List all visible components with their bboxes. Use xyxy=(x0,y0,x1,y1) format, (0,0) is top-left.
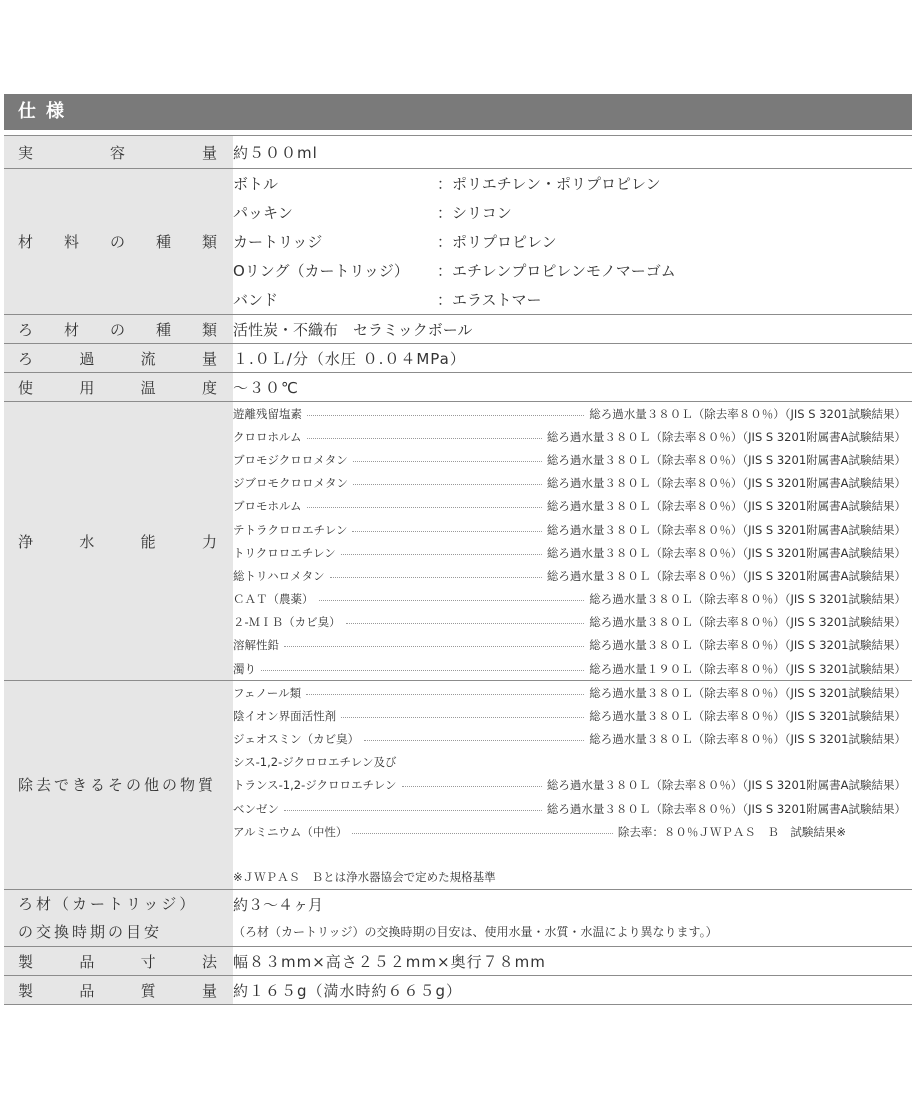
benzene-value: 総ろ過水量３８０Ｌ（除去率８０％）（JIS S 3201附属書A試験結果） xyxy=(546,801,906,816)
materials-value xyxy=(233,169,912,315)
leader-dots xyxy=(284,645,584,647)
label-char: 材 xyxy=(63,320,79,339)
capability-line xyxy=(233,448,906,471)
leader-dots xyxy=(307,437,542,439)
row-label-text xyxy=(4,951,233,972)
label-char: ろ xyxy=(18,349,34,368)
aluminium-value: 除去率：８０％ＪＷＰＡＳ Ｂ 試験結果※ xyxy=(617,824,846,839)
material-name: カートリッジ xyxy=(233,233,323,251)
substance-name: 濁り xyxy=(233,661,256,676)
leader-dots xyxy=(306,693,584,695)
capability-line xyxy=(233,402,906,425)
row-label-text xyxy=(4,231,233,252)
material-value: ：ポリエチレン・ポリプロピレン xyxy=(437,175,661,193)
leader-dots xyxy=(261,669,584,671)
substance-name: 陰イオン界面活性剤 xyxy=(233,709,337,724)
label-char: 製 xyxy=(18,952,34,971)
label-char: 量 xyxy=(201,349,217,368)
filter-material-label xyxy=(4,315,233,344)
capability-line xyxy=(233,541,906,564)
dimensions-row xyxy=(4,947,912,976)
material-item xyxy=(233,256,912,285)
material-name: ボトル xyxy=(233,175,279,193)
spec-table xyxy=(4,135,912,1005)
substance-result: 総ろ過水量３８０Ｌ（除去率８０％）（JIS S 3201試験結果） xyxy=(589,685,906,700)
label-char: 流 xyxy=(140,349,156,368)
label-char: 類 xyxy=(201,320,217,339)
label-char: 容 xyxy=(109,143,125,162)
material-value: ：ポリプロピレン xyxy=(437,233,557,251)
capability-line xyxy=(233,681,906,704)
capacity-row xyxy=(4,136,912,169)
substance-result: 総ろ過水量３８０Ｌ（除去率８０％）（JIS S 3201附属書A試験結果） xyxy=(546,522,906,537)
dimensions-value: 幅８３mm×高さ２５２mm×奥行７８mm xyxy=(233,947,912,976)
other-list xyxy=(233,681,906,751)
label-char: 温 xyxy=(140,378,156,397)
substance-result: 総ろ過水量３８０Ｌ（除去率８０％）（JIS S 3201附属書A試験結果） xyxy=(546,568,906,583)
cis-name: トランス-1,2-ジクロロエチレン xyxy=(233,778,397,793)
capability-line xyxy=(233,657,906,680)
label-char: ろ xyxy=(18,320,34,339)
materials-list xyxy=(233,169,912,314)
label-char: 種 xyxy=(155,320,171,339)
leader-dots xyxy=(284,809,542,811)
substance-result: 総ろ過水量３８０Ｌ（除去率８０％）（JIS S 3201附属書A試験結果） xyxy=(546,499,906,514)
purification-label xyxy=(4,402,233,681)
material-item xyxy=(233,285,912,314)
leader-dots xyxy=(341,553,542,555)
label-char: 浄 xyxy=(18,532,34,551)
label-char: の xyxy=(109,233,125,251)
leader-dots xyxy=(341,716,584,718)
replacement-value xyxy=(233,890,912,947)
leader-dots xyxy=(352,832,612,834)
purification-value xyxy=(233,402,912,681)
leader-dots xyxy=(353,483,542,485)
material-name: バンド xyxy=(233,291,279,309)
replacement-label xyxy=(4,890,233,947)
label-char: 料 xyxy=(63,233,79,251)
replacement-label-line2: の交換時期の目安 xyxy=(18,923,163,942)
replacement-period: 約３～４ヶ月 xyxy=(233,896,324,915)
substance-result: 総ろ過水量３８０Ｌ（除去率８０％）（JIS S 3201試験結果） xyxy=(589,732,906,747)
label-char: 品 xyxy=(79,981,95,1000)
leader-dots xyxy=(364,739,584,741)
substance-result: 総ろ過水量３８０Ｌ（除去率８０％）（JIS S 3201附属書A試験結果） xyxy=(546,476,906,491)
flow-value: １.０Ｌ/分（水圧 ０.０４MPa） xyxy=(233,344,912,373)
substance-result: 総ろ過水量１９０Ｌ（除去率８０％）（JIS S 3201試験結果） xyxy=(589,661,906,676)
label-char: 製 xyxy=(18,981,34,1000)
temperature-value: ～３０℃ xyxy=(233,373,912,402)
material-value: ：シリコン xyxy=(437,204,512,222)
substance-name: ジブロモクロロメタン xyxy=(233,476,348,491)
cis-line2 xyxy=(233,774,906,797)
filter-material-row xyxy=(4,315,912,344)
capability-line xyxy=(233,634,906,657)
weight-label xyxy=(4,976,233,1005)
material-item xyxy=(233,227,912,256)
leader-dots xyxy=(307,506,542,508)
label-char: 能 xyxy=(140,532,156,551)
substance-name: トリクロロエチレン xyxy=(233,545,336,560)
purification-row xyxy=(4,402,912,681)
capability-line xyxy=(233,728,906,751)
material-item xyxy=(233,198,912,227)
substance-name: ブロモホルム xyxy=(233,499,302,514)
dimensions-label xyxy=(4,947,233,976)
label-char: 寸 xyxy=(140,952,156,971)
temperature-row xyxy=(4,373,912,402)
leader-dots xyxy=(319,599,585,601)
spacer xyxy=(233,843,906,866)
label-char: 材 xyxy=(18,233,34,251)
replacement-label-line1: ろ材（カートリッジ） xyxy=(18,895,198,914)
substance-result: 総ろ過水量３８０Ｌ（除去率８０％）（JIS S 3201附属書A試験結果） xyxy=(546,545,906,560)
row-label-text xyxy=(4,531,233,552)
materials-row xyxy=(4,169,912,315)
material-name: パッキン xyxy=(233,204,293,222)
material-name: Oリング（カートリッジ） xyxy=(233,262,409,280)
substance-name: テトラクロロエチレン xyxy=(233,522,348,537)
label-char: 質 xyxy=(140,981,156,1000)
label-char: 量 xyxy=(201,143,217,162)
capability-line xyxy=(233,495,906,518)
label-char: 種 xyxy=(155,233,171,251)
label-char: 用 xyxy=(79,378,95,397)
purification-list xyxy=(233,402,906,680)
temperature-label xyxy=(4,373,233,402)
spec-header: 仕様 xyxy=(4,94,912,130)
label-char: 量 xyxy=(201,981,217,1000)
substance-name: フェノール類 xyxy=(233,685,302,700)
weight-value: 約１６５g（満水時約６６５g） xyxy=(233,976,912,1005)
aluminium-line xyxy=(233,820,906,843)
capability-line xyxy=(233,588,906,611)
substance-name: 総トリハロメタン xyxy=(233,568,325,583)
flow-label xyxy=(4,344,233,373)
substance-result: 総ろ過水量３８０Ｌ（除去率８０％）（JIS S 3201試験結果） xyxy=(589,592,906,607)
substance-name: 遊離残留塩素 xyxy=(233,406,302,421)
substance-result: 総ろ過水量３８０Ｌ（除去率８０％）（JIS S 3201附属書A試験結果） xyxy=(546,452,906,467)
leader-dots xyxy=(353,460,542,462)
label-char: 使 xyxy=(18,378,34,397)
substance-name: ＣＡＴ（農薬） xyxy=(233,592,314,607)
row-label-text xyxy=(4,319,233,340)
row-label-text xyxy=(4,980,233,1001)
substance-result: 総ろ過水量３８０Ｌ（除去率８０％）（JIS S 3201試験結果） xyxy=(589,406,906,421)
label-char: 実 xyxy=(18,143,34,162)
substance-result: 総ろ過水量３８０Ｌ（除去率８０％）（JIS S 3201試験結果） xyxy=(589,709,906,724)
benzene-name: ベンゼン xyxy=(233,801,279,816)
label-char: 度 xyxy=(201,378,217,397)
benzene-line xyxy=(233,797,906,820)
row-label-text xyxy=(4,142,233,163)
substance-name: ジェオスミン（カビ臭） xyxy=(233,732,360,747)
capability-line xyxy=(233,425,906,448)
label-char: 法 xyxy=(201,952,217,971)
capability-line xyxy=(233,611,906,634)
flow-row xyxy=(4,344,912,373)
other-row xyxy=(4,681,912,890)
capability-line xyxy=(233,472,906,495)
label-char: 過 xyxy=(79,349,95,368)
cis-value: 総ろ過水量３８０Ｌ（除去率８０％）（JIS S 3201附属書A試験結果） xyxy=(546,778,906,793)
leader-dots xyxy=(352,530,541,532)
material-value: ：エラストマー xyxy=(437,291,542,309)
weight-row xyxy=(4,976,912,1005)
leader-dots xyxy=(346,622,585,624)
substance-result: 総ろ過水量３８０Ｌ（除去率８０％）（JIS S 3201附属書A試験結果） xyxy=(546,429,906,444)
material-value: ：エチレンプロピレンモノマーゴム xyxy=(437,262,676,280)
label-char: の xyxy=(109,320,125,339)
cis-line1: シス-1,2-ジクロロエチレン及び xyxy=(233,754,397,769)
leader-dots xyxy=(402,785,542,787)
substance-name: 溶解性鉛 xyxy=(233,638,279,653)
substance-result: 総ろ過水量３８０Ｌ（除去率８０％）（JIS S 3201試験結果） xyxy=(589,638,906,653)
capability-line xyxy=(233,704,906,727)
substance-name: ２-ＭＩＢ（カビ臭） xyxy=(233,615,341,630)
jwpas-footnote: ※ＪＷＰＡＳ Ｂとは浄水器協会で定めた規格基準 xyxy=(233,870,496,885)
capacity-value: 約５００ml xyxy=(233,136,912,169)
substance-name: クロロホルム xyxy=(233,429,302,444)
row-label-text xyxy=(4,377,233,398)
capability-line xyxy=(233,564,906,587)
replacement-note: （ろ材（カートリッジ）の交換時期の目安は、使用水量・水質・水温により異なります。） xyxy=(233,925,718,940)
substance-name: ブロモジクロロメタン xyxy=(233,452,348,467)
row-label-text xyxy=(4,348,233,369)
substance-result: 総ろ過水量３８０Ｌ（除去率８０％）（JIS S 3201試験結果） xyxy=(589,615,906,630)
capability-line xyxy=(233,518,906,541)
filter-material-value: 活性炭・不織布 セラミックボール xyxy=(233,315,912,344)
leader-dots xyxy=(307,414,584,416)
label-char: 水 xyxy=(79,532,95,551)
leader-dots xyxy=(330,576,542,578)
label-char: 類 xyxy=(201,233,217,251)
other-label: 除去できるその他の物質 xyxy=(4,681,233,890)
materials-label xyxy=(4,169,233,315)
capacity-label xyxy=(4,136,233,169)
other-value xyxy=(233,681,912,890)
material-item xyxy=(233,169,912,198)
label-char: 力 xyxy=(201,532,217,551)
label-char: 品 xyxy=(79,952,95,971)
replacement-row xyxy=(4,890,912,947)
aluminium-name: アルミニウム（中性） xyxy=(233,824,348,839)
